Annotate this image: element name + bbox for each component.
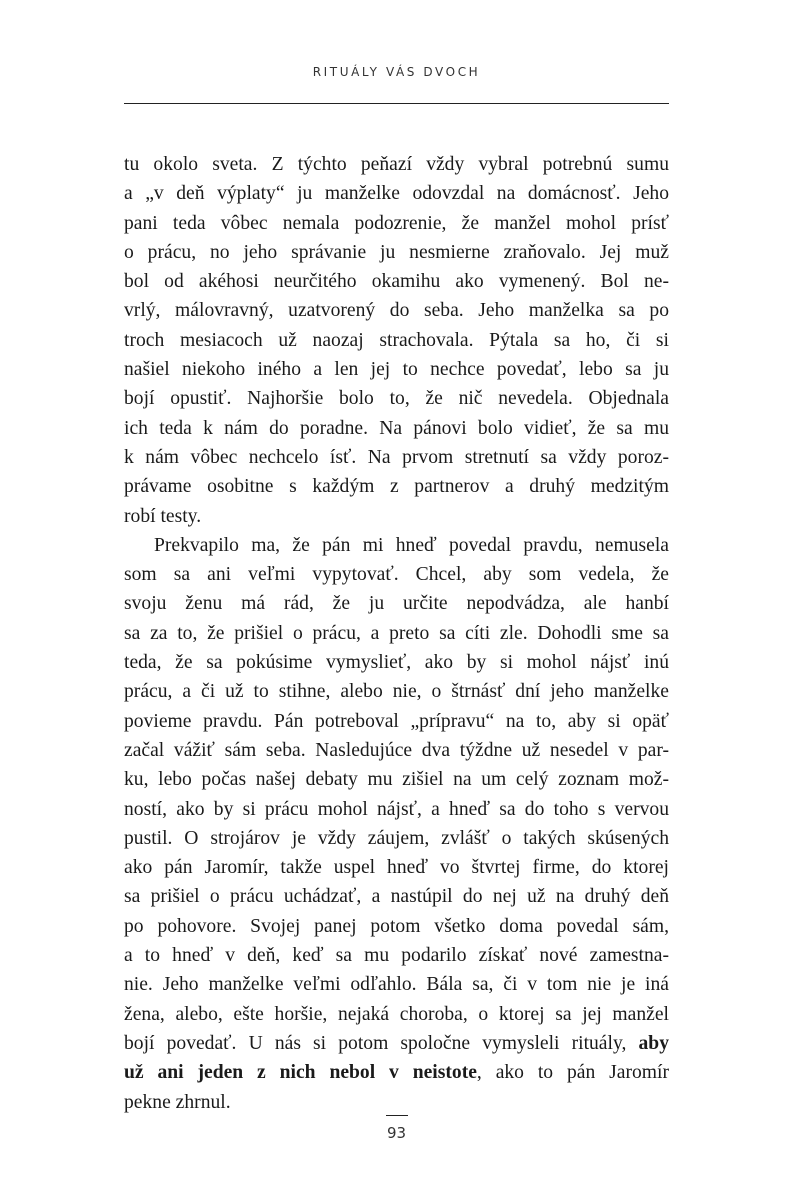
- page-number: 93: [386, 1124, 407, 1142]
- page-number-rule: [386, 1115, 408, 1116]
- text-line: bojí opustiť. Najhoršie bolo to, že nič nevedela. Objednala: [124, 388, 669, 410]
- text-line: pekne zhrnul.: [124, 1091, 231, 1113]
- text-line: troch mesiacoch už naozaj strachovala. Pýtala sa ho, či si: [124, 329, 669, 351]
- text-line: k nám vôbec nechcelo ísť. Na prvom stretnutí sa vždy poroz-: [124, 446, 669, 468]
- bold-emphasis: už ani jeden z nich nebol v neistote: [124, 1062, 477, 1084]
- text-line: ich teda k nám do poradne. Na pánovi bolo vidieť, že sa mu: [124, 417, 669, 439]
- text-line: a to hneď v deň, keď sa mu podarilo získať nové zamestna-: [124, 945, 669, 967]
- text-line: povieme pravdu. Pán potreboval „prípravu“ na to, aby si opäť: [124, 710, 669, 732]
- text-line: Prekvapilo ma, že pán mi hneď povedal pravdu, nemusela: [154, 534, 669, 556]
- text-line: o prácu, no jeho správanie ju nesmierne zraňovalo. Jej muž: [124, 241, 669, 263]
- header-rule: [124, 103, 669, 104]
- text-line: sa za to, že prišiel o prácu, a preto sa cíti zle. Dohodli sme sa: [124, 622, 669, 644]
- text-line: po pohovore. Svojej panej potom všetko doma povedal sám,: [124, 915, 669, 937]
- text-line: pustil. O strojárov je vždy záujem, zvlášť o takých skúsených: [124, 827, 669, 849]
- paragraph-2: [124, 531, 669, 1117]
- text-line: bol od akéhosi neurčitého okamihu ako vymenený. Bol ne-: [124, 271, 669, 293]
- text-line: žena, alebo, ešte horšie, nejaká choroba, o ktorej sa jej manžel: [124, 1003, 669, 1025]
- text-line: sa prišiel o prácu uchádzať, a nastúpil do nej už na druhý deň: [124, 886, 669, 908]
- text-line: vrlý, málovravný, uzatvorený do seba. Jeho manželka sa po: [124, 300, 669, 322]
- text-line: teda, že sa pokúsime vymyslieť, ako by si mohol nájsť inú: [124, 652, 669, 674]
- text-line: robí testy.: [124, 505, 202, 527]
- text-line-with-emphasis: [124, 1058, 669, 1087]
- text-line: ku, lebo počas našej debaty mu zišiel na um celý zoznam mož-: [124, 769, 669, 791]
- text-run: , ako to pán Jaromír: [476, 1062, 669, 1084]
- running-header-title: RITUÁLY VÁS DVOCH: [312, 65, 481, 79]
- bold-emphasis: aby: [638, 1032, 669, 1054]
- text-line: ností, ako by si prácu mohol nájsť, a hneď sa do toho s vervou: [124, 798, 669, 820]
- text-run: bojí povedať. U nás si potom spoločne vymysleli rituály,: [124, 1032, 639, 1054]
- text-line: som sa ani veľmi vypytovať. Chcel, aby som vedela, že: [124, 564, 669, 586]
- text-line: nie. Jeho manželke veľmi odľahlo. Bála sa, či v tom nie je iná: [124, 974, 669, 996]
- text-line: svoju ženu má rád, že ju určite nepodvádza, ale hanbí: [124, 593, 669, 615]
- text-line: a „v deň výplaty“ ju manželke odovzdal na domácnosť. Jeho: [124, 183, 669, 205]
- text-line: tu okolo sveta. Z týchto peňazí vždy vybral potrebnú sumu: [124, 154, 669, 175]
- paragraph-1: [124, 150, 669, 531]
- body-text: [124, 150, 669, 1117]
- text-line-with-emphasis: [124, 1029, 669, 1058]
- text-line: prácu, a či už to stihne, alebo nie, o štrnásť dní jeho manželke: [124, 681, 669, 703]
- text-line: právame osobitne s každým z partnerov a druhý medzitým: [124, 476, 669, 498]
- text-line: začal vážiť sám seba. Nasledujúce dva týždne už nesedel v par-: [124, 739, 669, 761]
- text-line: našiel niekoho iného a len jej to nechce povedať, lebo sa ju: [124, 359, 669, 381]
- text-line: pani teda vôbec nemala podozrenie, že manžel mohol prísť: [124, 212, 669, 234]
- text-line: ako pán Jaromír, takže uspel hneď vo štvrtej firme, do ktorej: [124, 857, 669, 879]
